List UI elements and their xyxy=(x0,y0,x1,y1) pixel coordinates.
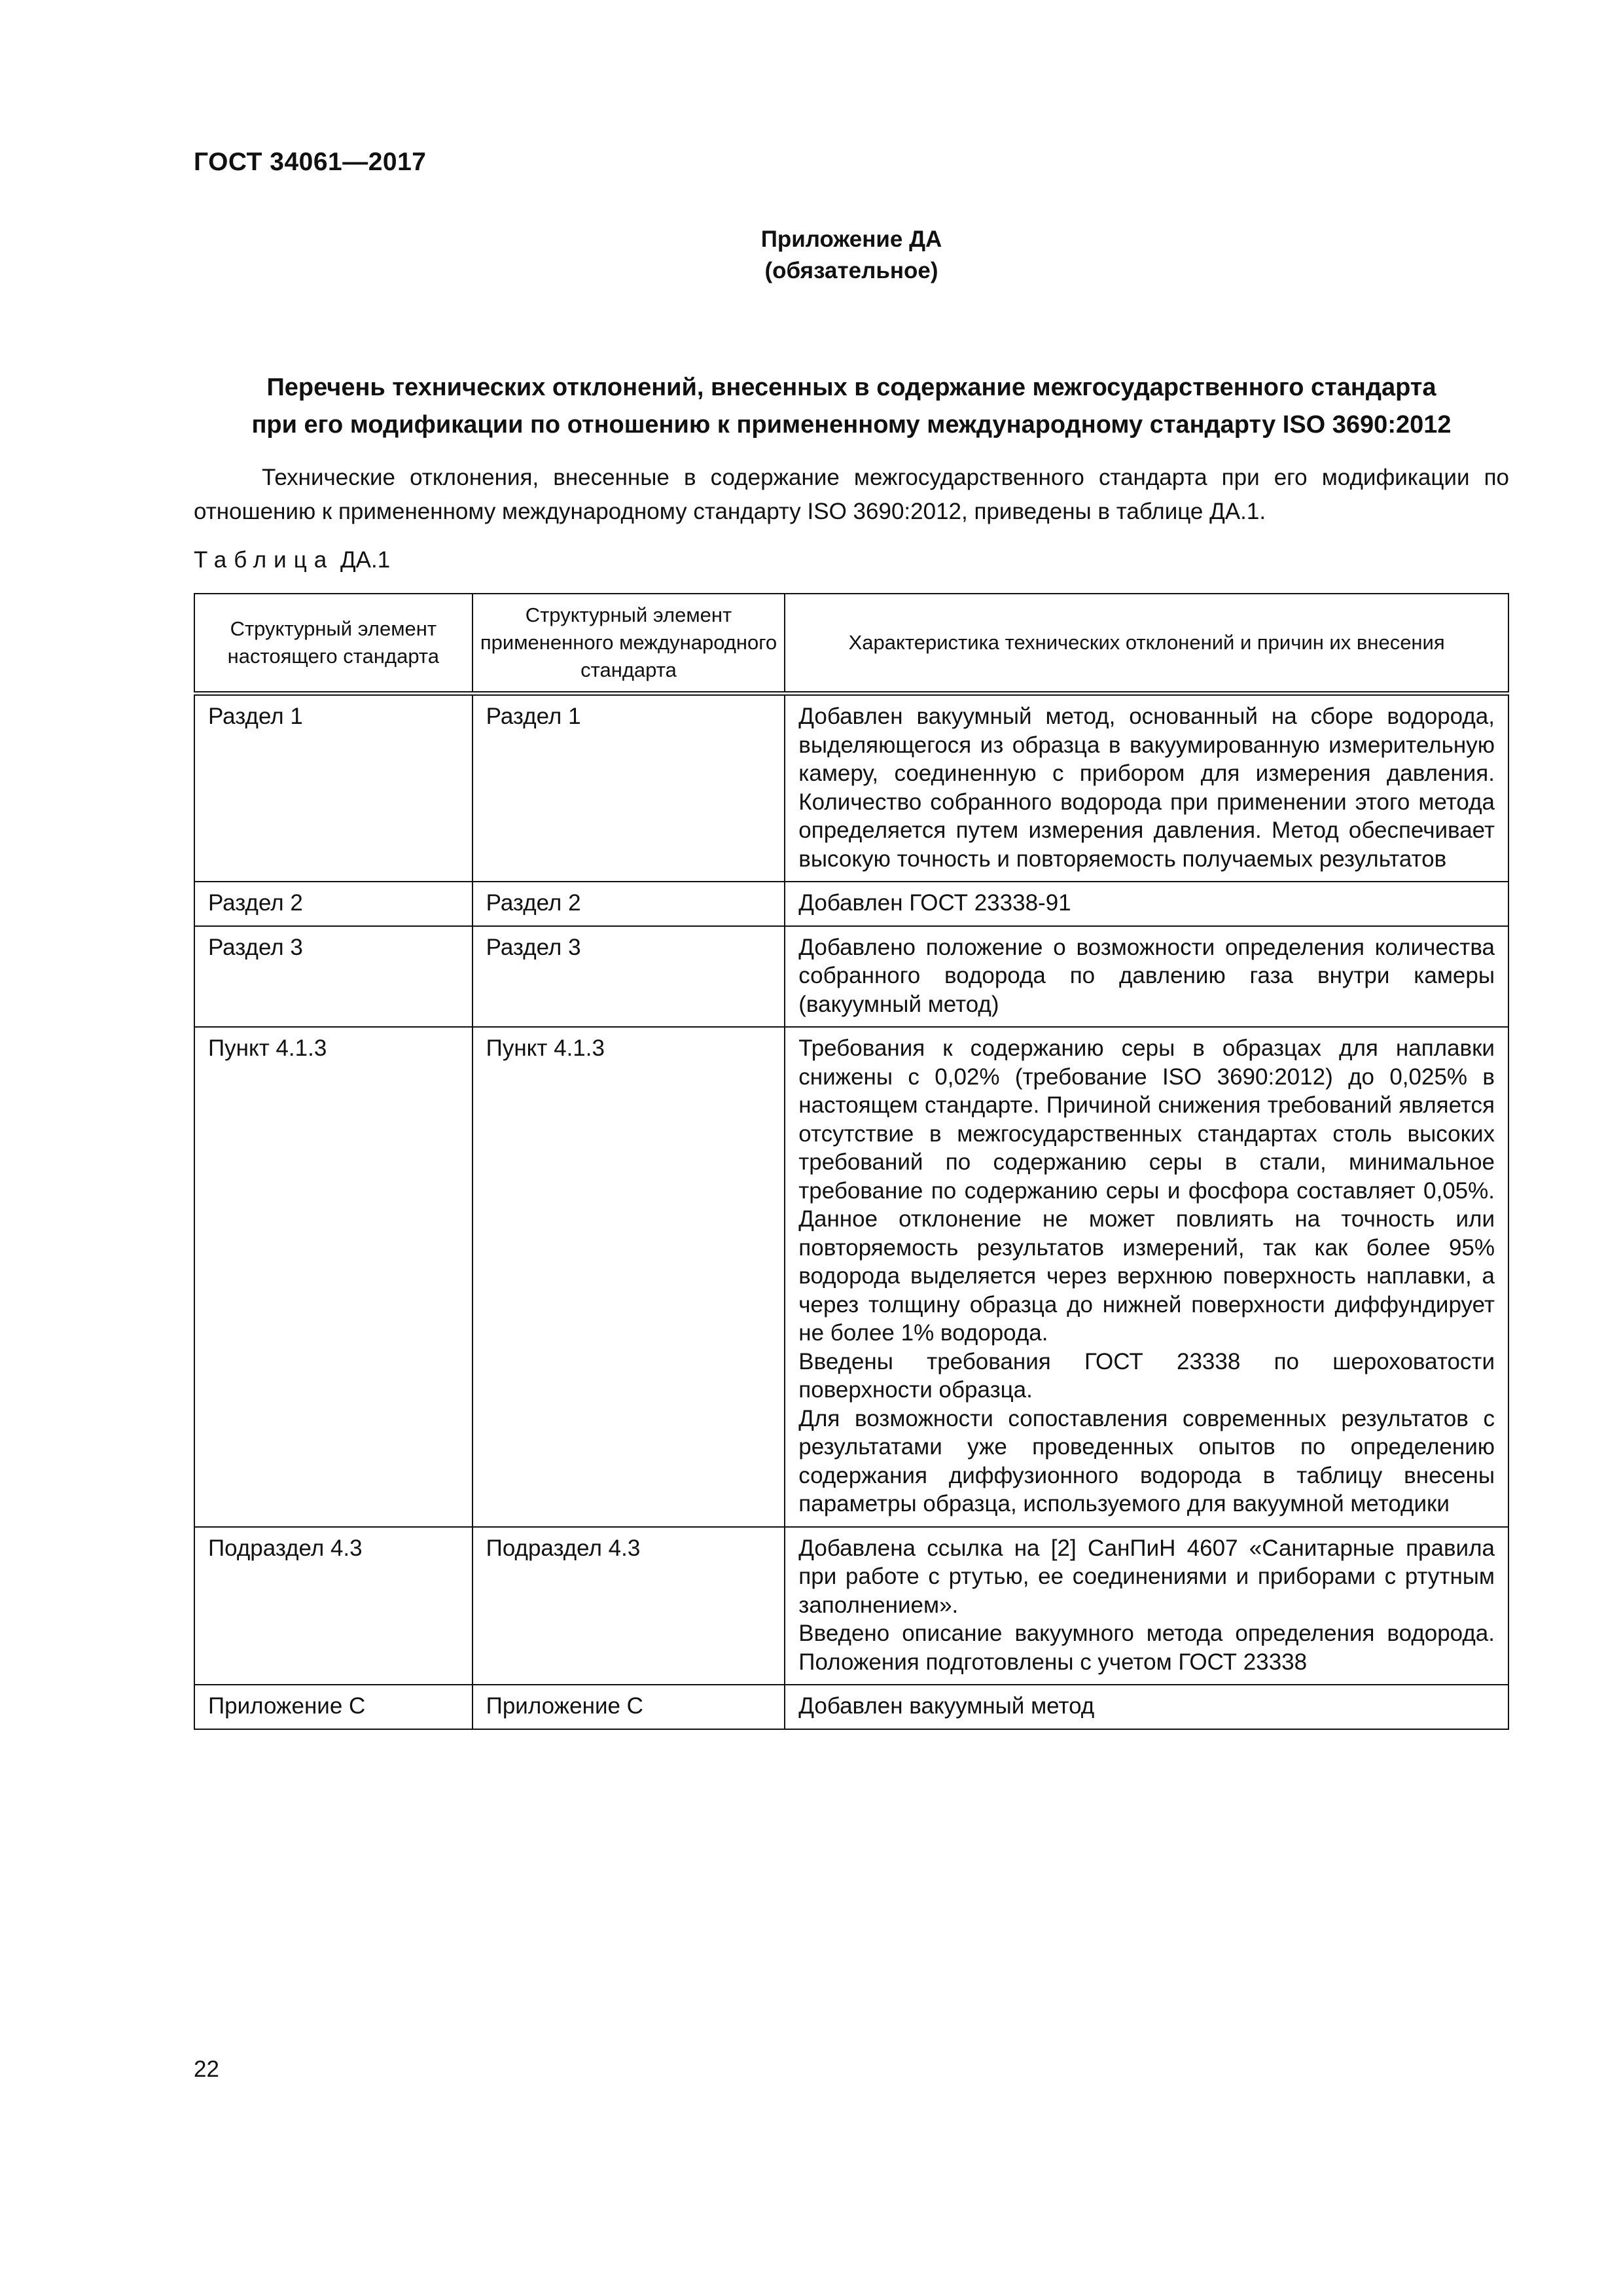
own-element-cell: Подраздел 4.3 xyxy=(194,1527,473,1685)
table-caption xyxy=(194,547,390,573)
description-paragraph: Добавлено положение о возможности определения количества собранного водорода по давлению газа внутри камеры (вакуумный метод) xyxy=(798,934,1495,1017)
header-own-element: Структурный элемент настоящего стандарта xyxy=(194,594,473,694)
description-cell xyxy=(785,882,1508,926)
table-row xyxy=(194,926,1508,1028)
table-caption-number: ДА.1 xyxy=(340,547,391,573)
description-paragraph: Требования к содержанию серы в образцах для наплавки снижены с 0,02% (требование ISO 3690:2012) до 0,025% в настоящем стандарте. Причиной снижения требований является отсутствие в межгосударственных стандартах столь высоких требований по содержанию серы в стали, минимальное требование по содержанию серы и фосфора составляет 0,05%. Данное отклонение не может повлиять на точность или повторяемость результатов измерений, так как более 95% водорода выделяется через верхнюю поверхность наплавки, а через толщину образца до нижней поверхности диффундирует не более 1% водорода. xyxy=(798,1035,1495,1346)
own-element-cell: Приложение С xyxy=(194,1685,473,1729)
table-caption-word: Таблица xyxy=(194,547,334,573)
description-paragraph: Добавлена ссылка на [2] СанПиН 4607 «Санитарные правила при работе с ртутью, ее соединениями и приборами с ртутным заполнением». xyxy=(798,1535,1495,1618)
intl-element-cell: Приложение С xyxy=(473,1685,785,1729)
main-title-line-2: при его модификации по отношению к примененному международному стандарту ISO 3690:2012 xyxy=(251,411,1452,439)
deviations-table xyxy=(194,593,1509,1730)
description-paragraph: Введены требования ГОСТ 23338 по шероховатости поверхности образца. xyxy=(798,1348,1495,1403)
table-header-row xyxy=(194,594,1508,694)
table-row xyxy=(194,882,1508,926)
main-title-line-1: Перечень технических отклонений, внесенных в содержание межгосударственного стандарта xyxy=(266,374,1436,401)
main-title xyxy=(194,369,1509,444)
description-cell xyxy=(785,1027,1508,1527)
description-paragraph: Добавлен вакуумный метод, основанный на сборе водорода, выделяющегося из образца в вакуумированную измерительную камеру, соединенную с прибором для измерения давления. Количество собранного водорода при применении этого метода определяется путем измерения давления. Метод обеспечивает высокую точность и повторяемость получаемых результатов xyxy=(798,704,1495,872)
appendix-heading xyxy=(194,224,1509,287)
document-id: ГОСТ 34061—2017 xyxy=(194,148,427,176)
intl-element-cell: Пункт 4.1.3 xyxy=(473,1027,785,1527)
description-cell xyxy=(785,1685,1508,1729)
table-row xyxy=(194,1685,1508,1729)
intl-element-cell: Подраздел 4.3 xyxy=(473,1527,785,1685)
table-row xyxy=(194,1027,1508,1527)
description-paragraph: Введено описание вакуумного метода определения водорода. Положения подготовлены с учетом ГОСТ 23338 xyxy=(798,1621,1495,1675)
description-paragraph: Добавлен вакуумный метод xyxy=(798,1693,1095,1719)
own-element-cell: Пункт 4.1.3 xyxy=(194,1027,473,1527)
header-intl-element: Структурный элемент примененного международного стандарта xyxy=(473,594,785,694)
intl-element-cell: Раздел 1 xyxy=(473,694,785,882)
description-cell xyxy=(785,926,1508,1028)
description-cell xyxy=(785,694,1508,882)
intro-paragraph: Технические отклонения, внесенные в содержание межгосударственного стандарта при его модификации по отношению к примененному международному стандарту ISO 3690:2012, приведены в таблице ДА.1. xyxy=(194,465,1509,524)
table-row xyxy=(194,694,1508,882)
appendix-title: Приложение ДА xyxy=(760,226,942,252)
description-cell xyxy=(785,1527,1508,1685)
header-deviation-description: Характеристика технических отклонений и причин их внесения xyxy=(785,594,1508,694)
own-element-cell: Раздел 2 xyxy=(194,882,473,926)
description-paragraph: Для возможности сопоставления современных результатов с результатами уже проведенных опытов по определению содержания диффузионного водорода в таблицу внесены параметры образца, используемого для вакуумной методики xyxy=(798,1405,1495,1516)
own-element-cell: Раздел 1 xyxy=(194,694,473,882)
intl-element-cell: Раздел 3 xyxy=(473,926,785,1028)
page-number: 22 xyxy=(194,2056,219,2082)
table-row xyxy=(194,1527,1508,1685)
intl-element-cell: Раздел 2 xyxy=(473,882,785,926)
appendix-status: (обязательное) xyxy=(764,258,938,283)
description-paragraph: Добавлен ГОСТ 23338-91 xyxy=(798,890,1071,916)
own-element-cell: Раздел 3 xyxy=(194,926,473,1028)
